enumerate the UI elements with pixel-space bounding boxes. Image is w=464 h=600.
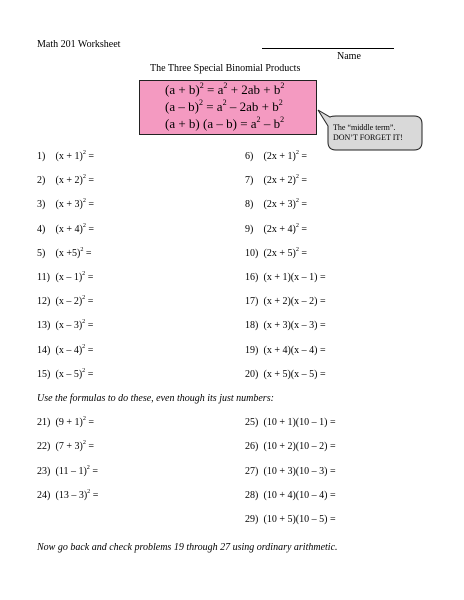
exponent: 2 (82, 439, 86, 447)
exponent: 2 (80, 245, 84, 253)
exponent: 2 (280, 80, 285, 90)
equals-sign: = (89, 465, 99, 477)
problem-expression: (10 + 2)(10 – 2) = (263, 441, 336, 453)
problem-expression: (x + 4)(x – 4) = (263, 344, 326, 356)
exponent: 2 (82, 173, 86, 181)
problem-row (37, 417, 94, 428)
problem-number: 17) (245, 296, 259, 308)
problem-row (245, 272, 326, 283)
problem-number: 9) (245, 223, 254, 235)
problem-expression: (x + 5)(x – 5) = (263, 368, 326, 380)
exponent: 2 (295, 149, 299, 157)
exponent: 2 (82, 149, 86, 157)
problem-expression: (x + 2) (55, 175, 83, 187)
problem-number: 23) (37, 465, 51, 477)
exponent: 2 (280, 114, 285, 124)
equals-sign: = (85, 175, 95, 187)
problem-row (245, 199, 307, 210)
name-label: Name (337, 51, 361, 62)
problem-expression: (2x + 5) (263, 247, 296, 259)
formula-text: = a (202, 99, 223, 114)
problem-number: 10) (245, 247, 259, 259)
problem-row (37, 487, 99, 501)
problem-row (245, 345, 326, 356)
problem-number: 27) (245, 465, 259, 477)
problem-row (37, 272, 93, 283)
problem-expression: (10 + 3)(10 – 3) = (263, 465, 336, 477)
problem-row (37, 320, 93, 331)
problem-expression: (x +5) (55, 247, 81, 259)
exponent: 2 (295, 173, 299, 181)
exponent: 2 (278, 97, 283, 107)
callout-text-line1: The “middle term”. (333, 123, 396, 132)
problem-number: 14) (37, 344, 51, 356)
formula-text: – b (260, 116, 281, 131)
problem-expression: (x + 1) (55, 151, 83, 162)
equals-sign: = (85, 368, 94, 380)
problem-row (245, 417, 336, 428)
problem-expression: (9 + 1) (55, 417, 83, 428)
problem-number: 11) (37, 272, 50, 283)
exponent: 2 (82, 294, 86, 302)
problem-number: 16) (245, 272, 259, 283)
equals-sign: = (85, 344, 94, 356)
problem-expression: (x + 3)(x – 3) = (263, 320, 326, 332)
problem-number: 20) (245, 368, 259, 380)
exponent: 2 (86, 463, 90, 471)
problem-number: 25) (245, 417, 259, 428)
problem-expression: (10 + 1)(10 – 1) = (263, 417, 336, 428)
problem-row (37, 151, 94, 162)
exponent: 2 (198, 97, 203, 107)
equals-sign: = (85, 151, 95, 162)
equals-sign: = (85, 272, 94, 283)
problem-number: 1) (37, 151, 46, 162)
problem-row (245, 490, 336, 501)
problem-row (37, 366, 94, 380)
problem-number: 7) (245, 175, 254, 187)
exponent: 2 (82, 366, 86, 374)
problem-number: 24) (37, 489, 51, 501)
equals-sign: = (298, 199, 308, 211)
formula-text: (a + b) (165, 82, 200, 97)
problem-number: 8) (245, 199, 254, 211)
exponent: 2 (223, 80, 228, 90)
problem-expression: (x – 2) (55, 296, 83, 308)
problem-row (37, 463, 99, 477)
exponent: 2 (222, 97, 227, 107)
name-line (262, 48, 394, 49)
equals-sign: = (85, 199, 95, 211)
problem-expression: (x – 4) (55, 344, 83, 356)
problem-expression: (13 – 3) (55, 489, 88, 501)
equals-sign: = (85, 223, 95, 235)
problem-row (245, 466, 336, 477)
problem-number: 21) (37, 417, 51, 428)
problem-expression: (10 + 5)(10 – 5) = (263, 514, 336, 526)
exponent: 2 (295, 221, 299, 229)
formula-square-of-difference (165, 99, 283, 114)
problem-expression: (x – 5) (55, 368, 83, 380)
formula-text: = a (203, 82, 224, 97)
problem-number: 26) (245, 441, 259, 453)
equals-sign: = (85, 441, 95, 453)
problem-row (37, 296, 93, 307)
problem-number: 6) (245, 151, 254, 162)
problem-row (245, 175, 307, 186)
equals-sign: = (85, 296, 94, 308)
exponent: 2 (295, 197, 299, 205)
exponent: 2 (82, 415, 86, 423)
problem-expression: (x + 4) (55, 223, 83, 235)
equals-sign: = (298, 247, 308, 259)
page-title: The Three Special Binomial Products (150, 63, 301, 74)
worksheet-title: Math 201 Worksheet (37, 39, 121, 50)
problem-expression: (11 – 1) (55, 465, 87, 477)
problem-number: 22) (37, 441, 51, 453)
problem-row (37, 441, 94, 452)
problem-expression: (7 + 3) (55, 441, 83, 453)
problem-number: 13) (37, 320, 51, 332)
problem-number: 28) (245, 489, 259, 501)
equals-sign: = (83, 247, 92, 259)
problem-row (37, 342, 94, 356)
equals-sign: = (298, 223, 308, 235)
problem-row (37, 199, 94, 210)
problem-number: 12) (37, 296, 51, 308)
exponent: 2 (256, 114, 261, 124)
problem-expression: (x + 1)(x – 1) = (263, 272, 326, 283)
problem-row (245, 441, 336, 452)
problem-expression: (2x + 1) (263, 151, 296, 162)
equals-sign: = (85, 320, 94, 332)
problem-number: 3) (37, 199, 46, 211)
problem-expression: (2x + 3) (263, 199, 296, 211)
problem-row (245, 369, 326, 380)
problem-expression: (2x + 2) (263, 175, 296, 187)
exponent: 2 (87, 487, 91, 495)
formula-text: (a – b) (165, 99, 199, 114)
instructions-numeric: Use the formulas to do these, even though its just numbers: (37, 393, 274, 404)
equals-sign: = (85, 417, 95, 428)
exponent: 2 (82, 221, 86, 229)
exponent: 2 (82, 342, 86, 350)
problem-row (245, 514, 336, 525)
problem-row (245, 296, 326, 307)
problem-number: 29) (245, 514, 259, 526)
problem-row (37, 245, 92, 259)
problem-expression: (x + 2)(x – 2) = (263, 296, 326, 308)
exponent: 2 (199, 80, 204, 90)
problem-row (37, 175, 94, 186)
problem-row (37, 221, 95, 235)
formula-text: (a + b) (a – b) = a (165, 116, 257, 131)
formula-text: + 2ab + b (227, 82, 281, 97)
problem-expression: (x – 3) (55, 320, 83, 332)
exponent: 2 (295, 245, 299, 253)
exponent: 2 (82, 318, 86, 326)
equals-sign: = (298, 151, 308, 162)
problem-number: 2) (37, 175, 46, 187)
problem-row (245, 245, 308, 259)
problem-expression: (2x + 4) (263, 223, 296, 235)
problem-row (245, 221, 308, 235)
problem-number: 18) (245, 320, 259, 332)
problem-number: 19) (245, 344, 259, 356)
callout-text-line2: DON’T FORGET IT! (333, 133, 403, 142)
problem-expression: (x – 1) (55, 272, 83, 283)
problem-expression: (10 + 4)(10 – 4) = (263, 489, 336, 501)
problem-number: 4) (37, 223, 46, 235)
problem-row (245, 320, 326, 331)
exponent: 2 (82, 197, 86, 205)
formula-difference-of-squares (165, 116, 284, 131)
formula-text: – 2ab + b (226, 99, 279, 114)
equals-sign: = (90, 489, 99, 501)
exponent: 2 (82, 270, 86, 278)
equals-sign: = (298, 175, 308, 187)
problem-number: 15) (37, 368, 51, 380)
instructions-check: Now go back and check problems 19 through 27 using ordinary arithmetic. (37, 542, 338, 553)
formula-square-of-sum (165, 82, 284, 97)
problem-number: 5) (37, 247, 46, 259)
problem-row (245, 151, 307, 162)
problem-expression: (x + 3) (55, 199, 83, 211)
